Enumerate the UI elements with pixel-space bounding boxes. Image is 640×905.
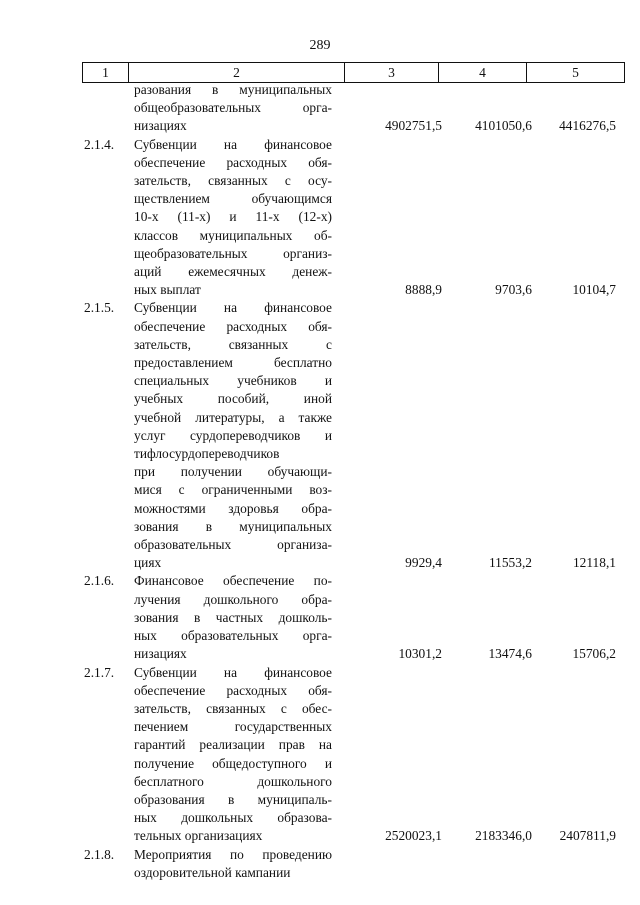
- value-column-5: 2407811,9: [559, 828, 616, 844]
- row-number: 2.1.4.: [84, 136, 115, 152]
- row-description-line: образования в муниципаль-: [134, 791, 332, 807]
- row-description-line: тельных организациях: [134, 828, 263, 844]
- table-row: [0, 136, 640, 300]
- row-description-line: обеспечение расходных обя-: [134, 318, 332, 334]
- table-row: [0, 572, 640, 663]
- page-number: 289: [309, 38, 331, 53]
- row-description-line: тифлосурдопереводчиков: [134, 446, 280, 462]
- row-values: [0, 827, 640, 845]
- row-description-line: образовательных организа-: [134, 537, 332, 553]
- row-description-line: Финансовое обеспечение по-: [134, 573, 332, 589]
- row-description-line: мися с ограниченными воз-: [134, 482, 332, 498]
- column-header-row: [83, 63, 625, 83]
- value-column-5: 15706,2: [572, 646, 616, 662]
- table-row: [0, 81, 640, 136]
- row-description: [134, 664, 332, 846]
- row-description-line: Субвенции на финансовое: [134, 136, 332, 152]
- row-description-line: гарантий реализации прав на: [134, 737, 332, 753]
- row-description-line: зования в частных дошколь-: [134, 609, 332, 625]
- row-description-line: при получении обучающи-: [134, 464, 332, 480]
- row-number: 2.1.6.: [84, 573, 115, 589]
- row-description-line: учебных пособий, иной: [134, 391, 332, 407]
- budget-rows: [0, 81, 640, 882]
- row-number: 2.1.5.: [84, 300, 115, 316]
- value-column-3: 9929,4: [405, 555, 442, 571]
- row-description-line: обеспечение расходных обя-: [134, 682, 332, 698]
- row-description-line: обеспечение расходных обя-: [134, 154, 332, 170]
- row-description-line: 10-х (11-х) и 11-х (12-х): [134, 209, 332, 225]
- table-row: [0, 846, 640, 882]
- column-header-table: [82, 62, 625, 83]
- row-description-line: Субвенции на финансовое: [134, 664, 332, 680]
- value-column-3: 10301,2: [398, 646, 442, 662]
- row-values: [0, 281, 640, 299]
- row-description: [134, 299, 332, 572]
- row-description-line: ных дошкольных образова-: [134, 810, 332, 826]
- row-description-line: ных выплат: [134, 282, 201, 298]
- row-description-line: Мероприятия по проведению: [134, 846, 332, 862]
- column-header-1: 1: [83, 63, 129, 83]
- row-values: [0, 117, 640, 135]
- row-description-line: разования в муниципальных: [134, 82, 332, 97]
- column-header-5: 5: [527, 63, 625, 83]
- value-column-5: 4416276,5: [559, 118, 616, 134]
- row-number: 2.1.8.: [84, 846, 115, 862]
- table-row: [0, 299, 640, 572]
- row-description-line: получение общедоступного и: [134, 755, 332, 771]
- row-values: [0, 864, 640, 882]
- row-description-line: аций ежемесячных денеж-: [134, 264, 332, 280]
- value-column-4: 2183346,0: [475, 828, 532, 844]
- row-description-line: ных образовательных орга-: [134, 628, 332, 644]
- row-description-line: низациях: [134, 118, 187, 134]
- table-row: [0, 664, 640, 846]
- value-column-4: 13474,6: [488, 646, 532, 662]
- value-column-5: 10104,7: [572, 282, 616, 298]
- column-header-4: 4: [439, 63, 527, 83]
- column-header-2: 2: [129, 63, 345, 83]
- row-description-line: циях: [134, 555, 162, 571]
- row-description-line: услуг сурдопереводчиков и: [134, 427, 332, 443]
- row-description-line: учебной литературы, а также: [134, 409, 332, 425]
- value-column-4: 11553,2: [488, 555, 532, 571]
- row-description-line: щеобразовательных организ-: [134, 245, 332, 261]
- value-column-4: 9703,6: [495, 282, 532, 298]
- row-description: [134, 136, 332, 300]
- row-description-line: лучения дошкольного обра-: [134, 591, 332, 607]
- row-description-line: оздоровительной кампании: [134, 864, 291, 880]
- row-description-line: специальных учебников и: [134, 373, 332, 389]
- value-column-3: 8888,9: [405, 282, 442, 298]
- row-description-line: общеобразовательных орга-: [134, 100, 332, 116]
- value-column-5: 12118,1: [572, 555, 616, 571]
- row-description-line: зательств, связанных с: [134, 336, 332, 352]
- row-description-line: можностями здоровья обра-: [134, 500, 332, 516]
- row-description-line: Субвенции на финансовое: [134, 300, 332, 316]
- row-description-line: бесплатного дошкольного: [134, 773, 332, 789]
- value-column-3: 2520023,1: [385, 828, 442, 844]
- row-description-line: предоставлением бесплатно: [134, 355, 332, 371]
- row-values: [0, 645, 640, 663]
- value-column-3: 4902751,5: [385, 118, 442, 134]
- row-values: [0, 554, 640, 572]
- row-description-line: зования в муниципальных: [134, 518, 332, 534]
- row-description-line: печением государственных: [134, 719, 332, 735]
- row-description-line: низациях: [134, 646, 187, 662]
- row-description-line: классов муниципальных об-: [134, 227, 332, 243]
- column-header-3: 3: [345, 63, 439, 83]
- value-column-4: 4101050,6: [475, 118, 532, 134]
- row-number: 2.1.7.: [84, 664, 115, 680]
- row-description-line: зательств, связанных с обес-: [134, 700, 332, 716]
- row-description-line: зательств, связанных с осу-: [134, 173, 332, 189]
- row-description-line: ществлением обучающимся: [134, 191, 332, 207]
